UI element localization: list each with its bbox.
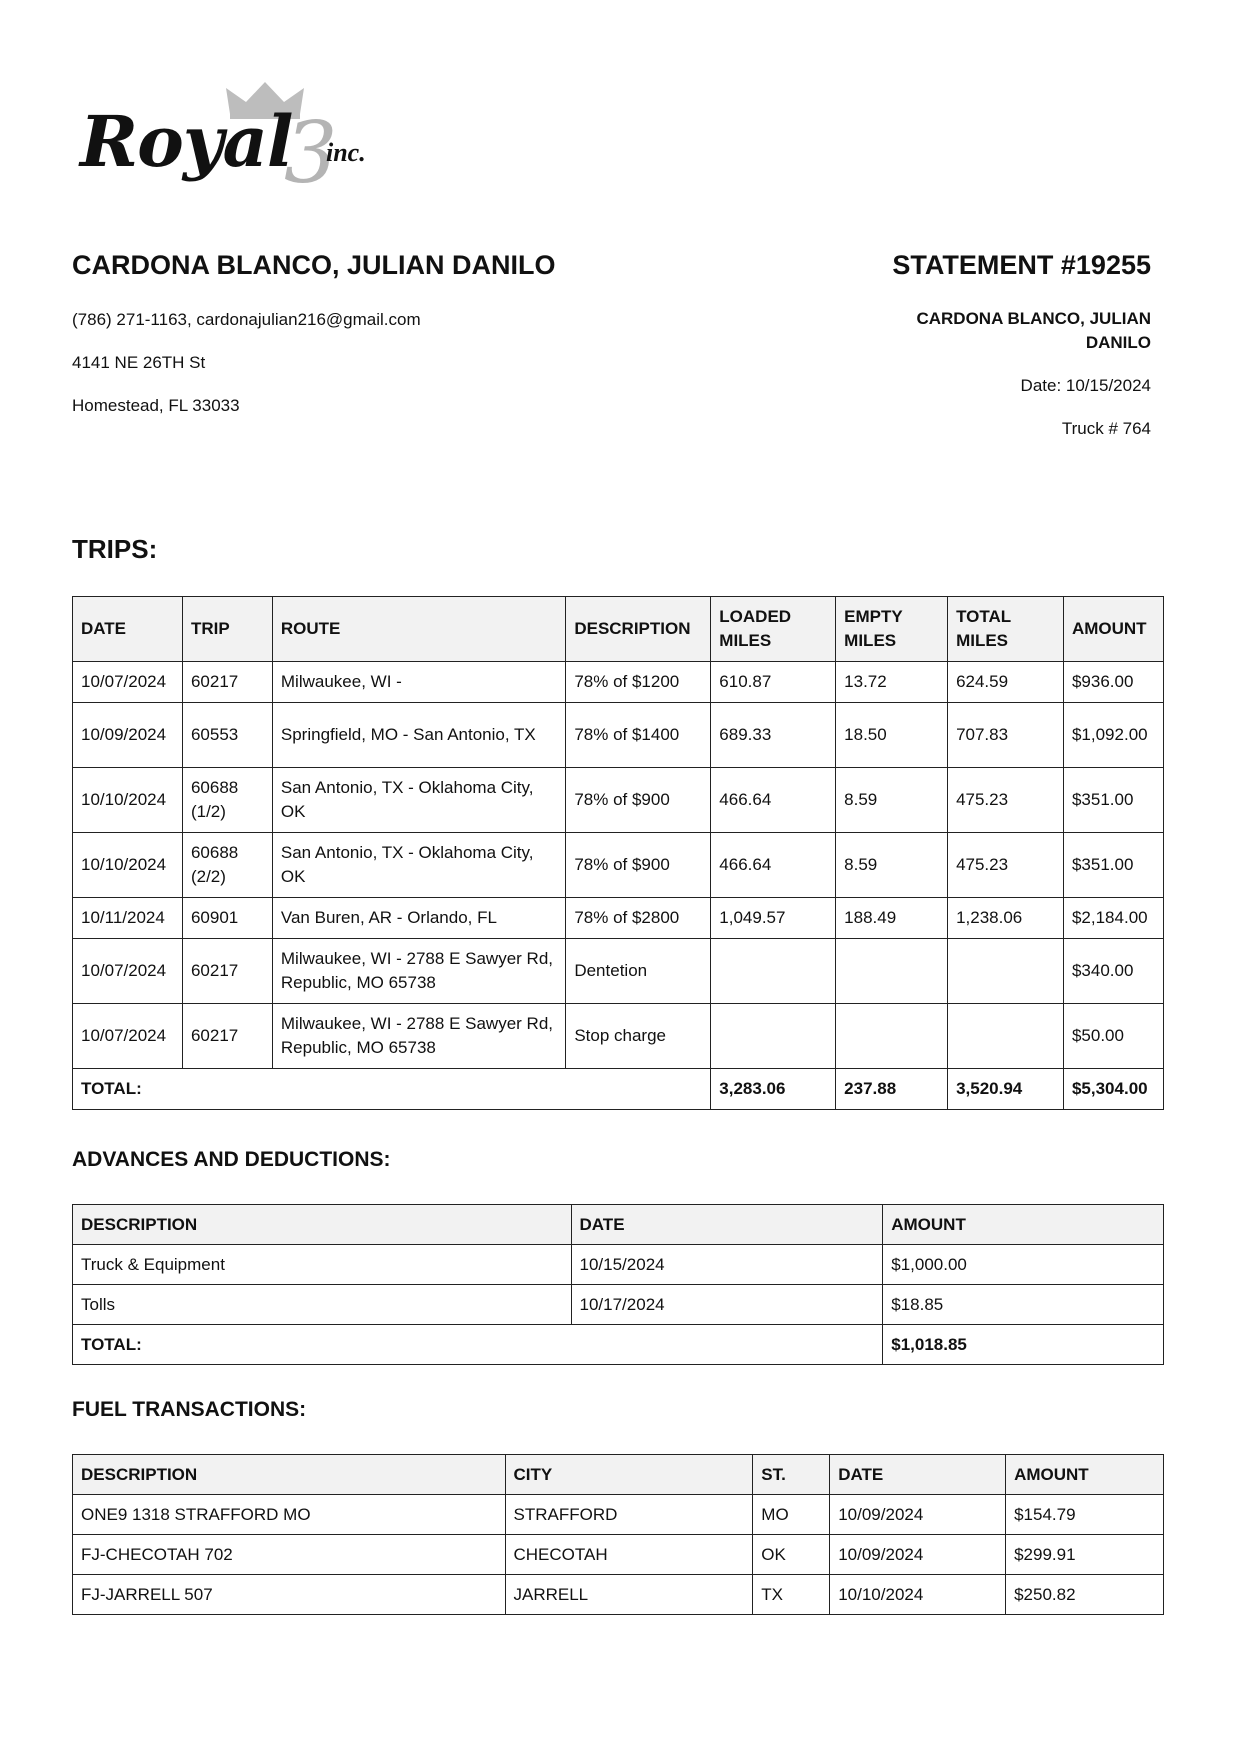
cell-state: MO: [753, 1495, 830, 1535]
cell-description: Tolls: [73, 1285, 572, 1325]
driver-contact: (786) 271-1163, cardonajulian216@gmail.com: [72, 310, 421, 329]
col-city: CITY: [505, 1455, 753, 1495]
cell-amount: $250.82: [1006, 1575, 1164, 1615]
cell-amount: $936.00: [1063, 662, 1163, 703]
cell-total-miles: 624.59: [948, 662, 1064, 703]
cell-city: CHECOTAH: [505, 1535, 753, 1575]
cell-trip: 60217: [182, 1004, 272, 1069]
cell-empty-miles: 18.50: [836, 703, 948, 768]
cell-empty-miles: [836, 1004, 948, 1069]
cell-date: 10/15/2024: [571, 1245, 883, 1285]
table-row: [73, 662, 1164, 703]
table-row: [73, 768, 1164, 833]
cell-state: TX: [753, 1575, 830, 1615]
cell-description: Stop charge: [566, 1004, 711, 1069]
cell-date: 10/07/2024: [73, 662, 183, 703]
col-state: ST.: [753, 1455, 830, 1495]
cell-total-miles: 1,238.06: [948, 898, 1064, 939]
cell-route: Springfield, MO - San Antonio, TX: [272, 703, 565, 768]
statement-date: Date: 10/15/2024: [1020, 376, 1151, 395]
col-date: DATE: [571, 1205, 883, 1245]
cell-route: San Antonio, TX - Oklahoma City, OK: [272, 768, 565, 833]
cell-amount: $50.00: [1063, 1004, 1163, 1069]
cell-trip: 60901: [182, 898, 272, 939]
cell-amount: $299.91: [1006, 1535, 1164, 1575]
driver-name: CARDONA BLANCO, JULIAN DANILO: [72, 250, 556, 280]
cell-route: San Antonio, TX - Oklahoma City, OK: [272, 833, 565, 898]
fuel-title: FUEL TRANSACTIONS:: [72, 1398, 307, 1421]
fuel-header-row: [73, 1455, 1164, 1495]
trips-header-row: [73, 597, 1164, 662]
truck-number: Truck # 764: [1061, 419, 1151, 438]
cell-total-miles: 707.83: [948, 703, 1064, 768]
total-label: TOTAL:: [73, 1325, 883, 1365]
logo-wordmark: Royal: [80, 100, 293, 183]
cell-route: Milwaukee, WI - 2788 E Sawyer Rd, Republic, MO 65738: [272, 1004, 565, 1069]
cell-date: 10/07/2024: [73, 1004, 183, 1069]
cell-amount: $2,184.00: [1063, 898, 1163, 939]
total-empty-miles: 237.88: [836, 1069, 948, 1110]
cell-trip: 60217: [182, 939, 272, 1004]
table-row: [73, 1285, 1164, 1325]
cell-description: FJ-JARRELL 507: [73, 1575, 506, 1615]
cell-loaded-miles: 689.33: [711, 703, 836, 768]
table-row: [73, 898, 1164, 939]
col-loaded-miles: LOADED MILES: [711, 597, 836, 662]
col-amount: AMOUNT: [1006, 1455, 1164, 1495]
table-row: [73, 1245, 1164, 1285]
cell-loaded-miles: [711, 939, 836, 1004]
cell-amount: $154.79: [1006, 1495, 1164, 1535]
table-row: [73, 1004, 1164, 1069]
cell-date: 10/17/2024: [571, 1285, 883, 1325]
col-trip: TRIP: [182, 597, 272, 662]
table-row: [73, 833, 1164, 898]
fuel-table: [72, 1454, 1164, 1615]
col-date: DATE: [73, 597, 183, 662]
cell-trip: 60217: [182, 662, 272, 703]
statement-driver-name-line1: CARDONA BLANCO, JULIAN: [916, 309, 1151, 328]
cell-loaded-miles: 466.64: [711, 833, 836, 898]
cell-loaded-miles: [711, 1004, 836, 1069]
col-total-miles: TOTAL MILES: [948, 597, 1064, 662]
table-row: [73, 939, 1164, 1004]
total-miles: 3,520.94: [948, 1069, 1064, 1110]
trips-total-row: [73, 1069, 1164, 1110]
total-amount: $5,304.00: [1063, 1069, 1163, 1110]
cell-description: 78% of $900: [566, 833, 711, 898]
trips-table: [72, 596, 1164, 1110]
advances-table: [72, 1204, 1164, 1365]
cell-trip: 60553: [182, 703, 272, 768]
col-amount: AMOUNT: [883, 1205, 1164, 1245]
cell-description: FJ-CHECOTAH 702: [73, 1535, 506, 1575]
cell-date: 10/09/2024: [73, 703, 183, 768]
cell-route: Milwaukee, WI -: [272, 662, 565, 703]
cell-total-miles: [948, 939, 1064, 1004]
cell-amount: $340.00: [1063, 939, 1163, 1004]
cell-amount: $18.85: [883, 1285, 1164, 1325]
cell-date: 10/10/2024: [73, 833, 183, 898]
cell-date: 10/10/2024: [73, 768, 183, 833]
driver-address-line1: 4141 NE 26TH St: [72, 353, 206, 372]
cell-empty-miles: 8.59: [836, 768, 948, 833]
cell-city: STRAFFORD: [505, 1495, 753, 1535]
cell-date: 10/09/2024: [830, 1495, 1006, 1535]
advances-total-row: [73, 1325, 1164, 1365]
cell-empty-miles: 188.49: [836, 898, 948, 939]
cell-trip: 60688 (1/2): [182, 768, 272, 833]
company-logo: [76, 78, 386, 202]
cell-empty-miles: 13.72: [836, 662, 948, 703]
advances-header-row: [73, 1205, 1164, 1245]
cell-total-miles: [948, 1004, 1064, 1069]
total-label: TOTAL:: [73, 1069, 711, 1110]
total-amount: $1,018.85: [883, 1325, 1164, 1365]
cell-total-miles: 475.23: [948, 833, 1064, 898]
statement-number: STATEMENT #19255: [892, 250, 1151, 280]
driver-address-line2: Homestead, FL 33033: [72, 396, 240, 415]
cell-trip: 60688 (2/2): [182, 833, 272, 898]
cell-loaded-miles: 610.87: [711, 662, 836, 703]
col-description: DESCRIPTION: [73, 1455, 506, 1495]
logo-numeral: 3: [284, 104, 338, 202]
statement-driver-name-line2: DANILO: [1085, 333, 1151, 352]
cell-date: 10/07/2024: [73, 939, 183, 1004]
cell-amount: $351.00: [1063, 833, 1163, 898]
col-amount: AMOUNT: [1063, 597, 1163, 662]
table-row: [73, 703, 1164, 768]
cell-total-miles: 475.23: [948, 768, 1064, 833]
cell-empty-miles: [836, 939, 948, 1004]
cell-description: ONE9 1318 STRAFFORD MO: [73, 1495, 506, 1535]
cell-city: JARRELL: [505, 1575, 753, 1615]
table-row: [73, 1535, 1164, 1575]
cell-route: Milwaukee, WI - 2788 E Sawyer Rd, Republic, MO 65738: [272, 939, 565, 1004]
cell-description: 78% of $900: [566, 768, 711, 833]
cell-date: 10/11/2024: [73, 898, 183, 939]
col-date: DATE: [830, 1455, 1006, 1495]
cell-amount: $1,000.00: [883, 1245, 1164, 1285]
cell-empty-miles: 8.59: [836, 833, 948, 898]
table-row: [73, 1575, 1164, 1615]
trips-title: TRIPS:: [72, 534, 158, 564]
cell-description: 78% of $2800: [566, 898, 711, 939]
logo-suffix: inc.: [326, 138, 366, 167]
col-empty-miles: EMPTY MILES: [836, 597, 948, 662]
cell-route: Van Buren, AR - Orlando, FL: [272, 898, 565, 939]
col-description: DESCRIPTION: [73, 1205, 572, 1245]
total-loaded-miles: 3,283.06: [711, 1069, 836, 1110]
cell-description: Dentetion: [566, 939, 711, 1004]
cell-amount: $351.00: [1063, 768, 1163, 833]
cell-date: 10/09/2024: [830, 1535, 1006, 1575]
cell-description: Truck & Equipment: [73, 1245, 572, 1285]
table-row: [73, 1495, 1164, 1535]
cell-loaded-miles: 1,049.57: [711, 898, 836, 939]
cell-date: 10/10/2024: [830, 1575, 1006, 1615]
cell-description: 78% of $1400: [566, 703, 711, 768]
cell-amount: $1,092.00: [1063, 703, 1163, 768]
col-description: DESCRIPTION: [566, 597, 711, 662]
advances-title: ADVANCES AND DEDUCTIONS:: [72, 1148, 391, 1171]
cell-loaded-miles: 466.64: [711, 768, 836, 833]
cell-description: 78% of $1200: [566, 662, 711, 703]
cell-state: OK: [753, 1535, 830, 1575]
col-route: ROUTE: [272, 597, 565, 662]
